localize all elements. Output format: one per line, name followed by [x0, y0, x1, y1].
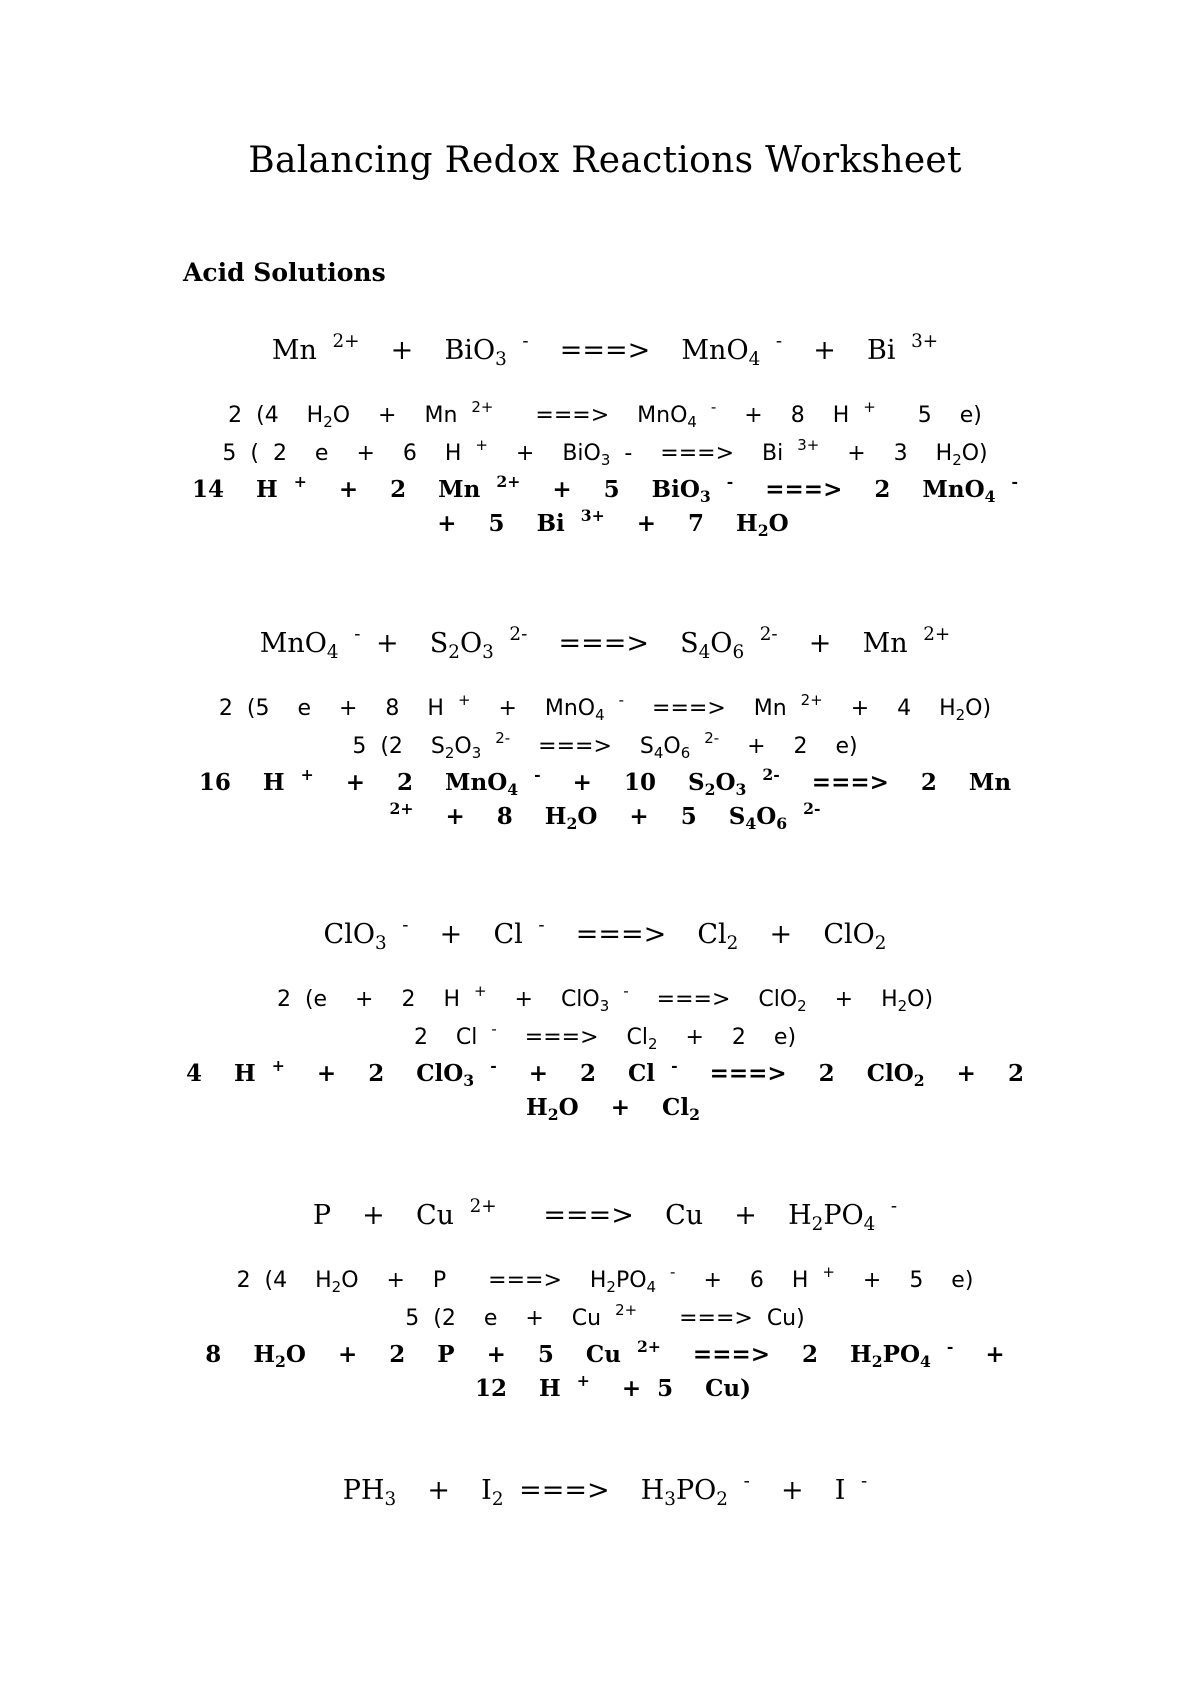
balanced-equation: 14 H + + 2 Mn $^{2+}$ + 5 BiO$_3$ - ===> 2 MnO$_4$ - + 5 Bi $^{3+}$ + 7 $H_2O$	[191, 471, 1018, 541]
oxidation-half-reaction: 2 (4 $H_2O + Mn$ $^{2+}$ ===> MnO$_4$ - + 8 H + 5 e)	[228, 398, 982, 432]
problem-4	[185, 1196, 1025, 1406]
reduction-half-reaction: 5 (2 e + Cu $^{2+}$ ===> Cu)	[405, 1301, 805, 1331]
balanced-equation: 8 $H_2O + 2$ P + 5 Cu $^{2+}$ ===> 2 $H_2PO_4$ - + 12 H + + 5 Cu)	[205, 1336, 1005, 1402]
unbalanced-equation: Mn $^{2+}$ + BiO$_3$ - ===> MnO$_4$ - + Bi $^{3+}$	[271, 331, 939, 371]
page-title: Balancing Redox Reactions Worksheet	[248, 140, 962, 181]
problem-3	[185, 915, 1025, 1125]
oxidation-half-reaction: 5 (2 $S_2O_3$ $^{2-}$ ===> $S_4O_6$ $^{2-}$ + 2 e)	[352, 729, 858, 763]
unbalanced-equation: ClO$_3$ - + Cl - ===> $Cl_2 + ClO_2$	[323, 915, 887, 955]
section-heading: Acid Solutions	[183, 258, 386, 287]
reduction-half-reaction: 5 ( 2 e + 6 H + + BiO$_3$ - ===> Bi $^{3+}$ + 3 $H_2O$)	[222, 436, 988, 470]
balanced-equation: 4 H + + 2 ClO$_3$ - + 2 Cl - ===> 2 ClO$_2$ + 2 $H_2O + Cl_2$	[186, 1055, 1024, 1125]
reduction-half-reaction: 2 (e + 2 H + + ClO$_3$ - ===> $ClO_2 + H_2O$)	[276, 982, 934, 1016]
unbalanced-equation: $PH_3 + I_2$ ===> $H_3PO_2$ - + I -	[342, 1471, 868, 1511]
balanced-equation: 16 H + + 2 MnO$_4$ - + 10 $S_2O_3$ $^{2-}$ ===> 2 Mn $^{2+}$ + 8 $H_2O + 5$ $S_4O_6$ $^{2-}$	[198, 764, 1012, 834]
problem-1	[185, 331, 1025, 541]
oxidation-half-reaction: 2 Cl - ===> $Cl_2 + 2$ e)	[413, 1020, 797, 1054]
reduction-half-reaction: 2 (5 e + 8 H + + MnO$_4$ - ===> Mn $^{2+}$ + 4 $H_2O$)	[218, 691, 992, 725]
unbalanced-equation: MnO$_4$ $^- + S_2O_3$ $^{2-}$ ===> $S_4O_6$ $^{2-}$ + Mn $^{2+}$	[259, 624, 951, 664]
problem-2	[185, 624, 1025, 834]
unbalanced-equation: P + Cu $^{2+}$ ===> $Cu + H_2PO_4$ -	[312, 1196, 898, 1236]
problem-5	[185, 1471, 1025, 1511]
oxidation-half-reaction: 2 (4 $H_2O + P$ ===> $H_2PO_4$ - + 6 H + + 5 e)	[236, 1263, 974, 1297]
